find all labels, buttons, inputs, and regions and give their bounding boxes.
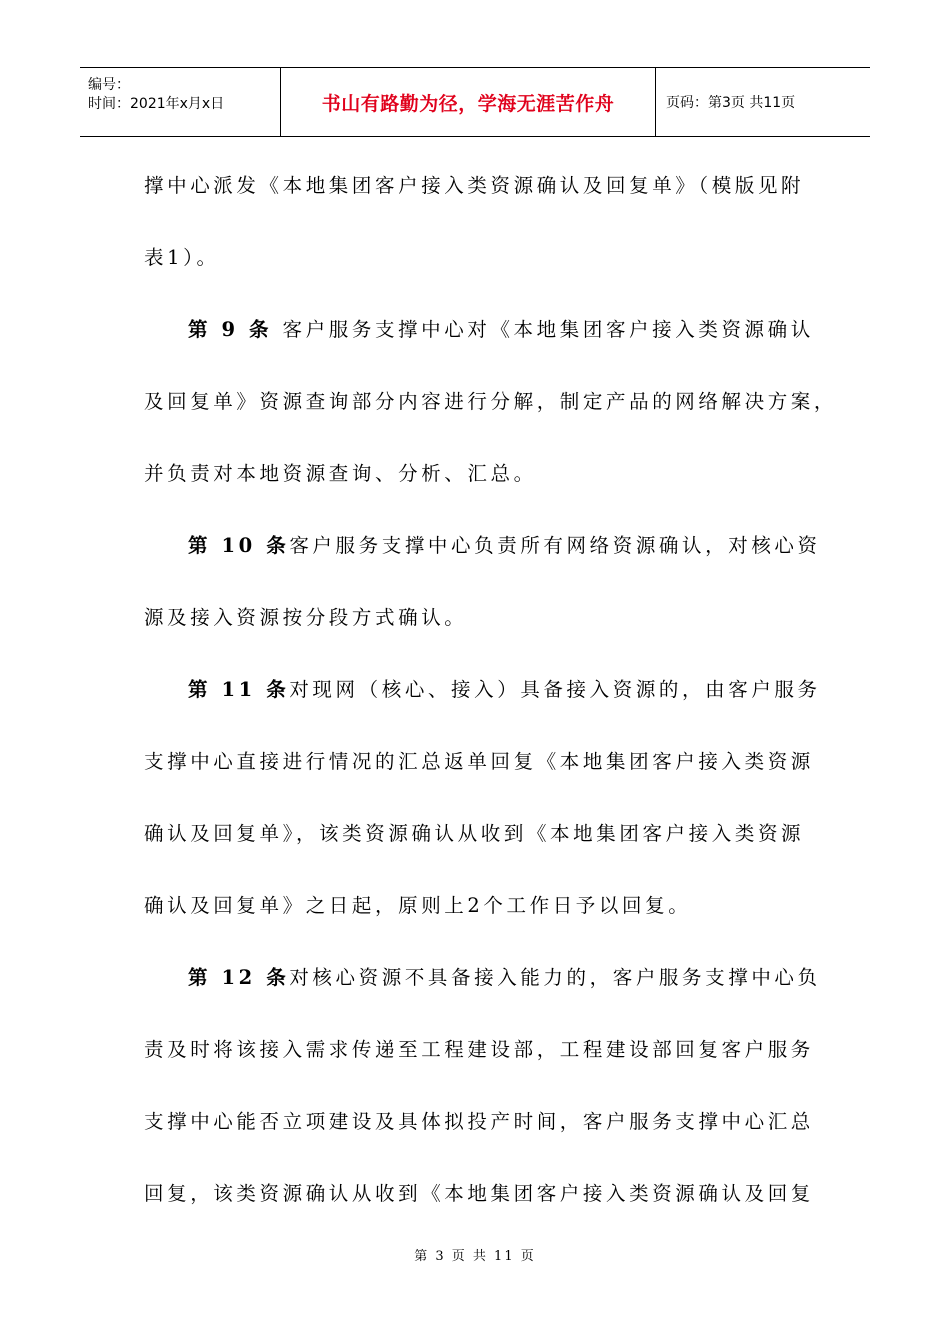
article-9-line <box>144 304 814 376</box>
body-line: 支撑中心直接进行情况的汇总返单回复《本地集团客户接入类资源 <box>144 750 814 773</box>
document-number-label: 编号： <box>88 77 130 93</box>
article-11-heading: 第 11 条 <box>188 678 290 701</box>
document-date-label: 时间：2021年x月x日 <box>88 96 225 112</box>
body-line-text: 对现网（核心、接入）具备接入资源的，由客户服务 <box>289 678 821 701</box>
header-motto: 书山有路勤为径，学海无涯苦作舟 <box>321 92 615 115</box>
body-line: 并负责对本地资源查询、分析、汇总。 <box>144 462 537 485</box>
body-line: 及回复单》资源查询部分内容进行分解，制定产品的网络解决方案， <box>144 390 838 413</box>
header-meta-cell <box>80 68 281 136</box>
body-line: 责及时将该接入需求传递至工程建设部，工程建设部回复客户服务 <box>144 1038 814 1061</box>
page-header <box>80 67 870 137</box>
article-9-heading: 第 9 条 <box>188 318 283 341</box>
page-footer: 第 3 页 共 11 页 <box>414 1249 536 1264</box>
article-12-line <box>144 952 821 1024</box>
article-11-line <box>144 664 821 736</box>
body-line-text: 客户服务支撑中心负责所有网络资源确认，对核心资 <box>289 534 821 557</box>
body-line: 确认及回复单》，该类资源确认从收到《本地集团客户接入类资源 <box>144 822 805 845</box>
body-line: 确认及回复单》之日起，原则上2个工作日予以回复。 <box>144 894 692 917</box>
article-10-line <box>144 520 821 592</box>
article-10-heading: 第 10 条 <box>188 534 290 557</box>
body-line: 源及接入资源按分段方式确认。 <box>144 606 468 629</box>
body-line: 表1）。 <box>144 246 220 269</box>
article-12-heading: 第 12 条 <box>188 966 290 989</box>
body-line: 回复，该类资源确认从收到《本地集团客户接入类资源确认及回复 <box>144 1182 814 1205</box>
body-line-text: 对核心资源不具备接入能力的，客户服务支撑中心负 <box>289 966 821 989</box>
header-page-cell <box>656 68 870 136</box>
body-line-text: 客户服务支撑中心对《本地集团客户接入类资源确认 <box>282 318 814 341</box>
header-motto-cell <box>281 68 656 136</box>
body-line: 支撑中心能否立项建设及具体拟投产时间，客户服务支撑中心汇总 <box>144 1110 814 1133</box>
header-page-info: 页码：第3页 共11页 <box>666 95 796 111</box>
body-line: 撑中心派发《本地集团客户接入类资源确认及回复单》（模版见附 <box>144 174 805 197</box>
document-body <box>144 160 838 1240</box>
